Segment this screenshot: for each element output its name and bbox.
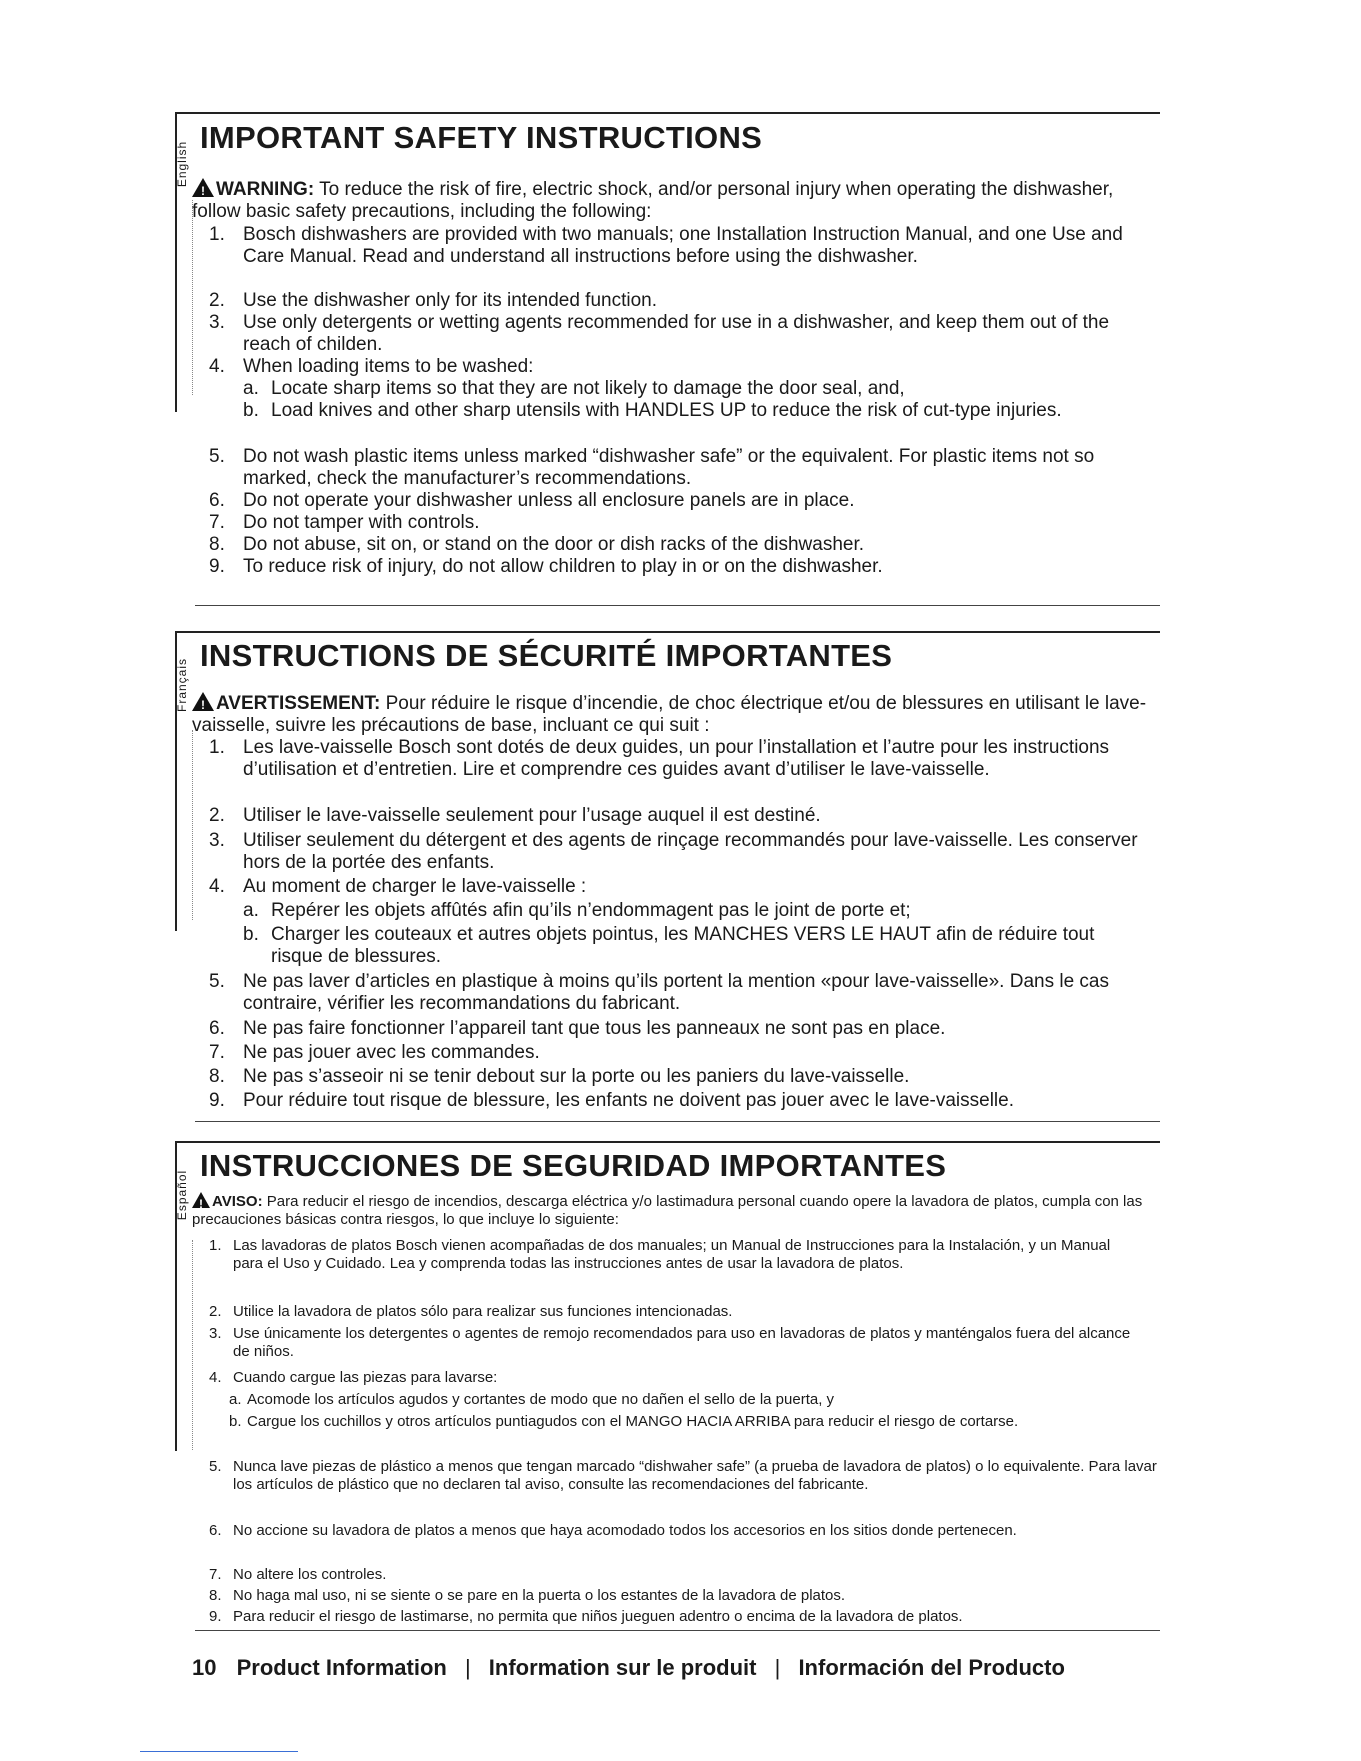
footer-product-info-fr: Information sur le produit (488, 1655, 757, 1680)
language-tab-espanol: Español (175, 1169, 189, 1221)
list-item: 9. To reduce risk of injury, do not allow children to play in or on the dishwasher. (209, 556, 883, 577)
warning-text: Para reducir el riesgo de incendios, descarga eléctrica y/o lastimadura personal cuando opere la lavadora de platos, cumpla con las precauciones básicas contra riesgos, lo que incluye lo siguiente: (192, 1193, 1143, 1228)
warning-label: WARNING: (216, 179, 315, 200)
list-subitem: a. Repérer les objets affûtés afin qu’ils n’endommagent pas le joint de porte et; (243, 900, 911, 921)
warning-paragraph (192, 1192, 1152, 1229)
page-number: 10 (192, 1655, 217, 1680)
list-item: 1. Las lavadoras de platos Bosch vienen acompañadas de dos manuales; un Manual de Instrucciones para la Instalación, y un Manual para el Uso y Cuidado. Lea y comprenda todas las instrucciones antes de usar la lavadora de platos. (209, 1237, 1111, 1272)
footer-separator: | (774, 1655, 781, 1680)
warning-triangle-icon (192, 1192, 210, 1208)
warning-label: AVERTISSEMENT: (216, 693, 381, 714)
list-item: 7. No altere los controles. (209, 1566, 387, 1583)
section-bottom-rule (195, 1630, 1160, 1631)
warning-paragraph (192, 178, 1152, 222)
scan-edge-line (140, 1751, 298, 1752)
list-item: 4. When loading items to be washed: (209, 356, 534, 377)
list-subitem: b. Cargue los cuchillos y otros artículos puntiagudos con el MANGO HACIA ARRIBA para reducir el riesgo de cortarse. (229, 1413, 1019, 1430)
list-item: 7. Do not tamper with controls. (209, 512, 480, 533)
list-item: 6. Do not operate your dishwasher unless all enclosure panels are in place. (209, 490, 855, 511)
list-item: 5. Ne pas laver d’articles en plastique à moins qu’ils portent la mention «pour lave-vaisselle». Dans le cas contraire, vérifier les recommandations du fabricant. (209, 971, 1110, 1014)
section-dotted-line (192, 1240, 193, 1450)
list-item: 3. Utiliser seulement du détergent et des agents de rinçage recommandés pour lave-vaisselle. Les conserver hors de la portée des enfants. (209, 830, 1138, 873)
warning-text: To reduce the risk of fire, electric shock, and/or personal injury when operating the dishwasher, follow basic safety precautions, including the following: (192, 179, 1114, 222)
footer-product-info-en: Product Information (236, 1655, 447, 1680)
section-title: INSTRUCTIONS DE SÉCURITÉ IMPORTANTES (200, 638, 893, 673)
list-item: 1. Bosch dishwashers are provided with two manuals; one Installation Instruction Manual, and one Use and Care Manual. Read and understand all instructions before using the dishwasher. (209, 224, 1123, 267)
list-item: 5. Nunca lave piezas de plástico a menos que tengan marcado “dishwaher safe” (a prueba de lavadora de platos) o lo equivalente. Para lavar los artículos de plástico que no declaren tal aviso, consulte las recomendaciones del fabricante. (209, 1458, 1157, 1493)
section-title: IMPORTANT SAFETY INSTRUCTIONS (200, 120, 763, 155)
list-item: 5. Do not wash plastic items unless marked “dishwasher safe” or the equivalent. For plastic items not so marked, check the manufacturer’s recommendations. (209, 446, 1095, 489)
list-item: 8. Do not abuse, sit on, or stand on the door or dish racks of the dishwasher. (209, 534, 865, 555)
footer-product-info-es: Información del Producto (798, 1655, 1065, 1680)
section-rule (175, 112, 1160, 114)
list-item: 6. No accione su lavadora de platos a menos que haya acomodado todos los accesorios en los sitios donde pertenecen. (209, 1522, 1017, 1539)
warning-triangle-icon (192, 692, 214, 711)
footer-separator: | (464, 1655, 471, 1680)
list-item: 8. No haga mal uso, ni se siente o se pare en la puerta o los estantes de la lavadora de platos. (209, 1587, 846, 1604)
warning-label: AVISO: (212, 1193, 263, 1210)
list-item: 1. Les lave-vaisselle Bosch sont dotés de deux guides, un pour l’installation et l’autre pour les instructions d’utilisation et d’entretien. Lire et comprendre ces guides avant d’utiliser le lave-vaisselle. (209, 737, 1110, 780)
warning-text: Pour réduire le risque d’incendie, de choc électrique et/ou de blessures en utilisant le lave-vaisselle, suivre les précautions de base, incluant ce qui suit : (192, 693, 1147, 736)
language-tab-francais: Français (175, 657, 190, 713)
list-item: 3. Use only detergents or wetting agents recommended for use in a dishwasher, and keep them out of the reach of childen. (209, 312, 1110, 355)
list-item: 9. Para reducir el riesgo de lastimarse, no permita que niños jueguen adentro o encima de la lavadora de platos. (209, 1608, 963, 1625)
section-rule (175, 1141, 1160, 1143)
list-subitem: b. Load knives and other sharp utensils with HANDLES UP to reduce the risk of cut-type injuries. (243, 400, 1062, 421)
list-item: 3. Use únicamente los detergentes o agentes de remojo recomendados para uso en lavadoras de platos y manténgalos fuera del alcance de niños. (209, 1325, 1131, 1360)
section-rule (175, 631, 1160, 633)
section-title: INSTRUCCIONES DE SEGURIDAD IMPORTANTES (200, 1148, 947, 1183)
list-item: 7. Ne pas jouer avec les commandes. (209, 1042, 540, 1063)
section-dotted-line (192, 730, 193, 920)
warning-triangle-icon (192, 178, 214, 197)
list-subitem: b. Charger les couteaux et autres objets pointus, les MANCHES VERS LE HAUT afin de réduire tout risque de blessures. (243, 924, 1095, 967)
list-item: 4. Au moment de charger le lave-vaisselle : (209, 876, 587, 897)
list-item: 2. Utilice la lavadora de platos sólo para realizar sus funciones intencionadas. (209, 1303, 733, 1320)
list-item: 9. Pour réduire tout risque de blessure, les enfants ne doivent pas jouer avec le lave-vaisselle. (209, 1090, 1014, 1111)
page-footer (192, 1655, 1065, 1681)
warning-paragraph (192, 692, 1152, 736)
section-bottom-rule (195, 1121, 1160, 1122)
section-dotted-line (192, 200, 193, 395)
list-subitem: a. Acomode los artículos agudos y cortantes de modo que no dañen el sello de la puerta, y (229, 1391, 835, 1408)
list-item: 8. Ne pas s’asseoir ni se tenir debout sur la porte ou les paniers du lave-vaisselle. (209, 1066, 910, 1087)
list-subitem: a. Locate sharp items so that they are not likely to damage the door seal, and, (243, 378, 905, 399)
list-item: 4. Cuando cargue las piezas para lavarse: (209, 1369, 498, 1386)
list-item: 2. Use the dishwasher only for its intended function. (209, 290, 658, 311)
language-tab-english: English (175, 140, 190, 188)
section-bottom-rule (195, 605, 1160, 606)
list-item: 6. Ne pas faire fonctionner l’appareil tant que tous les panneaux ne sont pas en place. (209, 1018, 946, 1039)
list-item: 2. Utiliser le lave-vaisselle seulement pour l’usage auquel il est destiné. (209, 805, 821, 826)
